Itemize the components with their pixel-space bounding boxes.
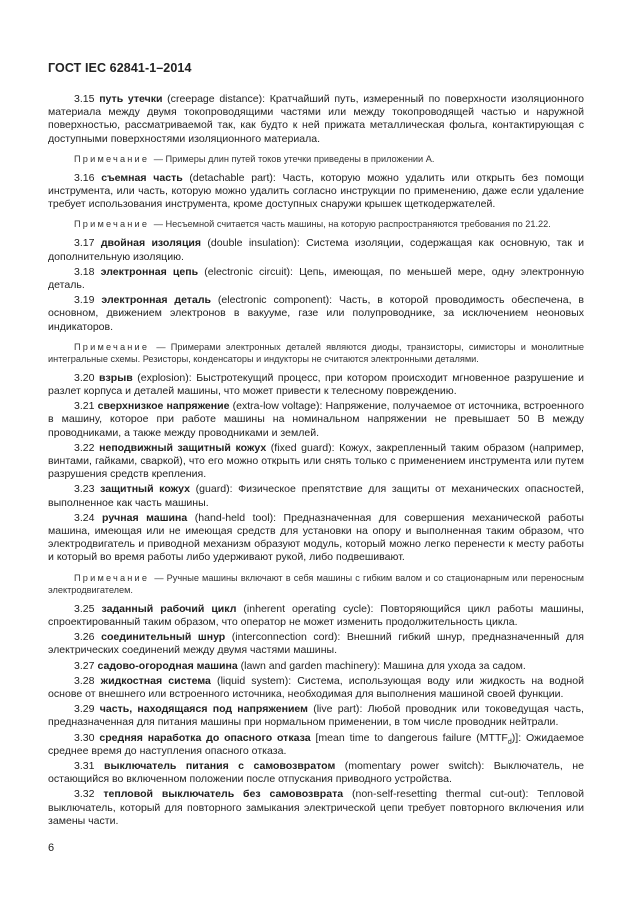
definition-3-27 [48, 660, 584, 673]
entry-term: жидкостная система [100, 674, 211, 687]
entry-text: (guard): Физическое препятствие для защиты от механических опасностей, выполненное как часть машины. [48, 483, 584, 509]
entry-term: средняя наработка до опасного отказа [99, 731, 311, 744]
note-text: — Ручные машины включают в себя машины с гибким валом и со стационарным или переносным электродвигателем. [48, 572, 584, 595]
definition-3-15 [48, 93, 584, 146]
entry-term: выключатель питания с самовозвратом [103, 759, 336, 772]
entry-number: 3.19 [74, 294, 95, 307]
definition-3-32 [48, 788, 584, 828]
entry-text: (inherent operating cycle): Повторяющийся цикл работы машины, спроектированный таким образом, что оператор не может изменить продолжительность цикла. [48, 602, 584, 628]
entry-number: 3.26 [74, 631, 95, 644]
note-text: — Несъемной считается часть машины, на которую распространяются требования по 21.22. [151, 219, 551, 230]
entry-text: (extra-low voltage): Напряжение, получаемое от источника, встроенного в машину, которое при работе машины на номинальном напряжении не превышает 50 В между проводниками, а также между проводниками и землей. [48, 400, 584, 439]
document-header: ГОСТ IEC 62841-1–2014 [48, 61, 192, 75]
entry-number: 3.30 [74, 731, 95, 744]
entry-text: (hand-held tool): Предназначенная для совершения механической работы машина, имеющая или не имеющая средств для установки на опору и выполненная таким образом, что электродвигатель и приводной механизм образуют модуль, который можно легко перенести к месту работы и который во время работы либо удерживают рукой, либо подвешивают. [48, 511, 584, 564]
entry-text: (double insulation): Система изоляции, содержащая как основную, так и дополнительную изоляцию. [48, 237, 585, 263]
entry-number: 3.31 [74, 759, 95, 772]
entry-text: (electronic circuit): Цепь, имеющая, по меньшей мере, одну электронную деталь. [48, 265, 585, 292]
note-label: Примечание [74, 219, 150, 230]
note-3-19 [48, 341, 584, 365]
entry-number: 3.28 [74, 674, 95, 687]
entry-text-pre: [mean time to dangerous failure (MTTF [310, 731, 508, 744]
entry-text: (non-self-resetting thermal cut-out): Тепловой выключатель, который для повторного замыкания электрической цепи требует повторного включения или замены части. [48, 788, 584, 827]
definition-3-28 [48, 675, 584, 701]
entry-term: тепловой выключатель без самовозврата [103, 788, 344, 801]
entry-number: 3.21 [74, 400, 95, 413]
definition-3-16 [48, 172, 584, 212]
entry-text: (interconnection cord): Внешний гибкий шнур, предназначенный для электрических соединений между двумя частями машины. [48, 631, 585, 657]
entry-number: 3.27 [74, 659, 95, 672]
entry-text: (detachable part): Часть, которую можно удалить или открыть без помощи инструмента, или часть, которую можно удалить согласно инструкции по применению, даже если удаление требует использования инструмента, кроме доступных снаружи крышек щеткодержателей. [48, 171, 584, 211]
entry-number: 3.22 [74, 441, 95, 454]
entry-text: (electronic component): Часть, в которой проводимость обеспечена, в основном, движением электронов в вакууме, газе или полупроводнике, за исключением неоновых индикаторов. [48, 294, 585, 333]
definition-3-24 [48, 512, 584, 565]
definition-3-30 [48, 732, 584, 758]
entry-term: заданный рабочий цикл [101, 602, 237, 615]
note-label: Примечание [74, 341, 150, 352]
entry-text: (liquid system): Система, использующая воду или жидкость на водной основе от внешнего или встроенного источника, необходимая для выполнения машиной своей функции. [48, 674, 585, 700]
definition-3-20 [48, 372, 584, 398]
entry-term: электронная цепь [100, 265, 199, 278]
definition-3-21 [48, 400, 584, 440]
entry-text: (momentary power switch): Выключатель, не остающийся во включенном положении после отпускания приводного устройства. [48, 759, 584, 786]
entry-number: 3.15 [74, 93, 95, 105]
entry-number: 3.16 [74, 171, 95, 184]
entry-number: 3.20 [74, 371, 95, 384]
entry-term: сверхнизкое напряжение [97, 400, 230, 413]
entry-term: неподвижный защитный кожух [99, 441, 267, 454]
entry-text: (creepage distance): Кратчайший путь, измеренный по поверхности изоляционного материала между двумя токопроводящими частями или между токопроводящей частью и наружной поверхностью, рассматриваемой так, как будто к ней прижата металлическая фольга, контактирующая с доступными поверхностями изоляционного материала. [48, 93, 584, 145]
definition-3-22 [48, 442, 584, 482]
definition-3-29 [48, 703, 584, 729]
document-body [48, 93, 584, 830]
entry-text: (fixed guard): Кожух, закрепленный таким образом (например, винтами, гайками, сваркой), что его можно открыть или снять только с применением инструмента или путем разрушения средств крепления. [48, 441, 584, 481]
note-3-24 [48, 572, 584, 596]
note-text: — Примеры длин путей токов утечки приведены в приложении А. [151, 153, 435, 164]
entry-term: электронная деталь [101, 294, 212, 307]
entry-subscript: d [507, 738, 512, 746]
entry-number: 3.24 [74, 511, 95, 524]
note-text: — Примерами электронных деталей являются диоды, транзисторы, симисторы и монолитные интегральные схемы. Резисторы, конденсаторы и индукторы не считаются электронными деталями. [48, 341, 584, 364]
entry-term: соединительный шнур [101, 631, 226, 644]
definition-3-23 [48, 483, 584, 509]
entry-number: 3.29 [74, 703, 95, 716]
page-number: 6 [48, 842, 55, 854]
definition-3-18 [48, 266, 584, 292]
entry-term: ручная машина [102, 511, 188, 524]
note-3-16 [48, 218, 584, 230]
entry-term: съемная часть [101, 171, 183, 184]
definition-3-26 [48, 631, 584, 657]
entry-text: (explosion): Быстротекущий процесс, при котором происходит мгновенное разрушение и разлет корпуса и деталей машины, что может привести к телесному повреждению. [48, 371, 584, 398]
entry-number: 3.18 [74, 265, 95, 278]
entry-text: (live part): Любой проводник или токоведущая часть, предназначенная для питания машины при нормальном применении, в том числе проводник нейтрали. [48, 703, 584, 729]
entry-number: 3.32 [74, 788, 95, 801]
entry-number: 3.25 [74, 602, 95, 615]
entry-text-post: )]: Ожидаемое среднее время до наступления опасного отказа. [48, 731, 584, 757]
entry-term: путь утечки [99, 93, 163, 105]
definition-3-25 [48, 603, 584, 629]
entry-term: взрыв [99, 371, 133, 384]
entry-text: (lawn and garden machinery): Машина для ухода за садом. [237, 659, 526, 672]
note-label: Примечание [74, 153, 150, 164]
entry-term: часть, находящаяся под напряжением [99, 703, 308, 716]
entry-number: 3.17 [74, 237, 95, 250]
entry-number: 3.23 [74, 483, 95, 496]
definition-3-19 [48, 294, 584, 334]
definition-3-31 [48, 760, 584, 786]
note-3-15 [48, 153, 584, 165]
definition-3-17 [48, 237, 584, 263]
entry-term: садово-огородная машина [97, 659, 238, 672]
entry-term: защитный кожух [100, 483, 190, 496]
note-label: Примечание [74, 572, 150, 583]
entry-term: двойная изоляция [100, 237, 202, 250]
